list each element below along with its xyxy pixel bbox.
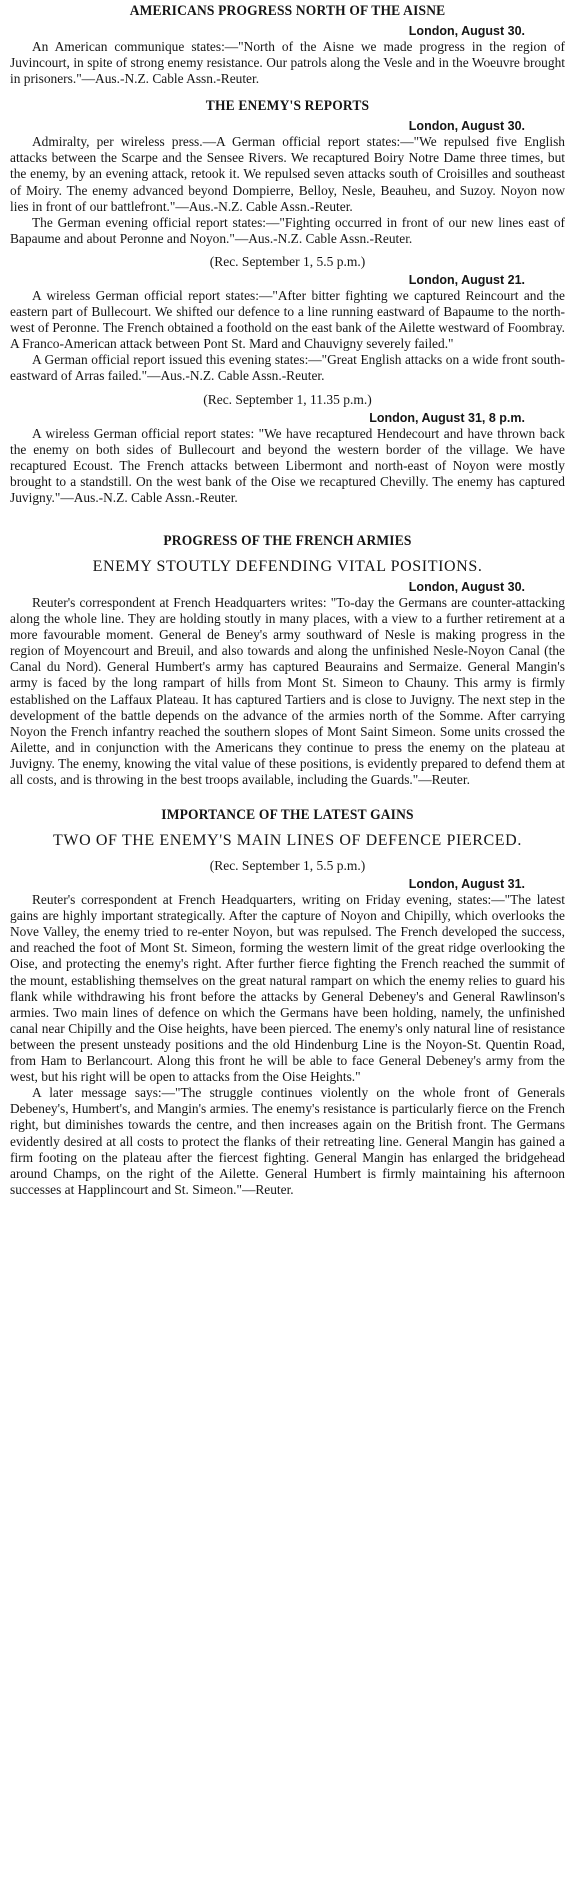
dateline: London, August 30. (408, 24, 525, 38)
article-french-armies (10, 532, 565, 788)
paragraph: A wireless German official report states:—"After bitter fighting we captured Reincourt and the eastern part of Bullecourt. We shifted our defence to a line running eastward of Bapaume to the north-west of Peronne. The French obtained a foothold on the east bank of the Ailette westward of Foombray. A Franco-American attack between Pont St. Mard and Chauvigny severely failed." (10, 287, 565, 352)
article-enemy-reports (10, 97, 565, 506)
received-note: (Rec. September 1, 11.35 p.m.) (203, 391, 372, 407)
paragraph: Admiralty, per wireless press.—A German official report states:—"We repulsed five English attacks between the Scarpe and the Sensee Rivers. We recaptured Boiry Notre Dame three times, but the enemy, by an evening attack, retook it. We repulsed seven attacks south of Croisilles and southeast of Moiry. The enemy advanced beyond Dompierre, Belloy, Nesle, Beauheu, and Suzoy. Noyon now lies in front of our battlefront."—Aus.-N.Z. Cable Assn.-Reuter. (10, 134, 565, 214)
dateline: London, August 31. (408, 877, 525, 892)
dateline: London, August 30. (408, 579, 525, 594)
article-americans-progress (10, 2, 565, 87)
received-note: (Rec. September 1, 5.5 p.m.) (209, 253, 366, 269)
headline: PROGRESS OF THE FRENCH ARMIES (163, 532, 412, 549)
headline: THE ENEMY'S REPORTS (205, 98, 370, 115)
paragraph: A wireless German official report states: "We have recaptured Hendecourt and have thrown back the enemy on both sides of Bullecourt and beyond the western border of the village. We have recaptured Ecoust. The French attacks between Libermont and north-east of Noyon were mostly brought to a standstill. On the west bank of the Oise we recaptured Chevilly. The enemy has captured Juvigny."—Aus.-N.Z. Cable Assn.-Reuter. (10, 425, 565, 505)
received-note: (Rec. September 1, 5.5 p.m.) (209, 858, 366, 874)
dateline: London, August 21. (408, 272, 525, 287)
paragraph: A later message says:—"The struggle continues violently on the whole front of Generals Debeney's, Humbert's, and Mangin's armies. The enemy's resistance is particularly fierce on the French right, but diminishes towards the centre, and then increases again on the British front. The Germans evidently desired at all costs to protect the flanks of their retreating line. General Mangin has gained a firm footing on the plateau after the fiercest fighting. General Mangin has enlarged the bridgehead around Champs, on the right of the Ailette. General Humbert is firmly maintaining his afternoon successes at Happlincourt and St. Simeon."—Reuter. (10, 1085, 565, 1197)
dateline: London, August 31, 8 p.m. (369, 410, 525, 425)
subheadline: TWO OF THE ENEMY'S MAIN LINES OF DEFENCE PIERCED. (53, 832, 522, 850)
headline: IMPORTANCE OF THE LATEST GAINS (161, 807, 414, 824)
paragraph: An American communique states:—"North of the Aisne we made progress in the region of Juvincourt, in spite of strong enemy resistance. Our patrols along the Vesle and in the Woeuvre brought in prisoners."—Aus.-N.Z. Cable Assn.-Reuter. (10, 39, 565, 87)
headline: AMERICANS PROGRESS NORTH OF THE AISNE (129, 3, 446, 19)
paragraph: A German official report issued this evening states:—"Great English attacks on a wide front south-eastward of Arras failed."—Aus.-N.Z. Cable Assn.-Reuter. (10, 352, 565, 384)
paragraph: Reuter's correspondent at French Headquarters, writing on Friday evening, states:—"The latest gains are highly important strategically. After the capture of Noyon and Chipilly, which overlooks the Nove Valley, the enemy tried to re-enter Noyon, but was repulsed. The French developed the success, and reached the foot of Mont St. Simeon, forming the western limit of the great ridge overlooking the Oise, and protecting the enemy's right. After further fierce fighting the French reached the summit of the mount, establishing themselves on the great natural rampart on which the enemy relies to guard his flank while withdrawing his front before the attacks by General Debeney's and General Rawlinson's armies. Two main lines of defence on which the Germans have been holding, namely, the unfinished canal near Chipilly and the Oise heights, have been pierced. The enemy's only natural line of resistance between the present unsteady positions and the old Hindenburg Line is the Noyon-St. Quentin Road, from Ham to Berlancourt. Along this front he will be able to face General Debeney's army from the west, but his right will be open to attacks from the Oise Heights." (10, 892, 565, 1085)
paragraph: The German evening official report states:—"Fighting occurred in front of our new lines east of Bapaume and about Peronne and Noyon."—Aus.-N.Z. Cable Assn.-Reuter. (10, 214, 565, 246)
subheadline: ENEMY STOUTLY DEFENDING VITAL POSITIONS. (92, 557, 483, 575)
dateline: London, August 30. (408, 119, 525, 134)
paragraph: Reuter's correspondent at French Headquarters writes: "To-day the Germans are counter-attacking along the whole line. They are holding stoutly in many places, with a view to a further retirement at a more favourable moment. General de Beney's army southward of Nesle is making progress in the region of Moyencourt and Breuil, and also towards and along the unfinished Nesle-Noyon Canal (the Canal du Nord). General Humbert's army has captured Beaurains and Sermaize. General Mangin's army is faced by the long rampart of hills from Mont St. Simeon to Chauny. This army is firmly established on the Laffaux Plateau. It has captured Tartiers and is close to Juvigny. The next step in the development of the battle depends on the advance of the armies north of the Somme. After carrying Noyon the French infantry reached the southern slopes of Mont Saint Simeon. Some units crossed the Ailette, and in conjunction with the Americans they continue to press the enemy on the plateau at Juvigny. The enemy, knowing the vital value of these positions, is evidently prepared to defend them at all costs, and is throwing in the best troops available, including the Guards."—Reuter. (10, 594, 565, 787)
article-latest-gains (10, 806, 565, 1198)
